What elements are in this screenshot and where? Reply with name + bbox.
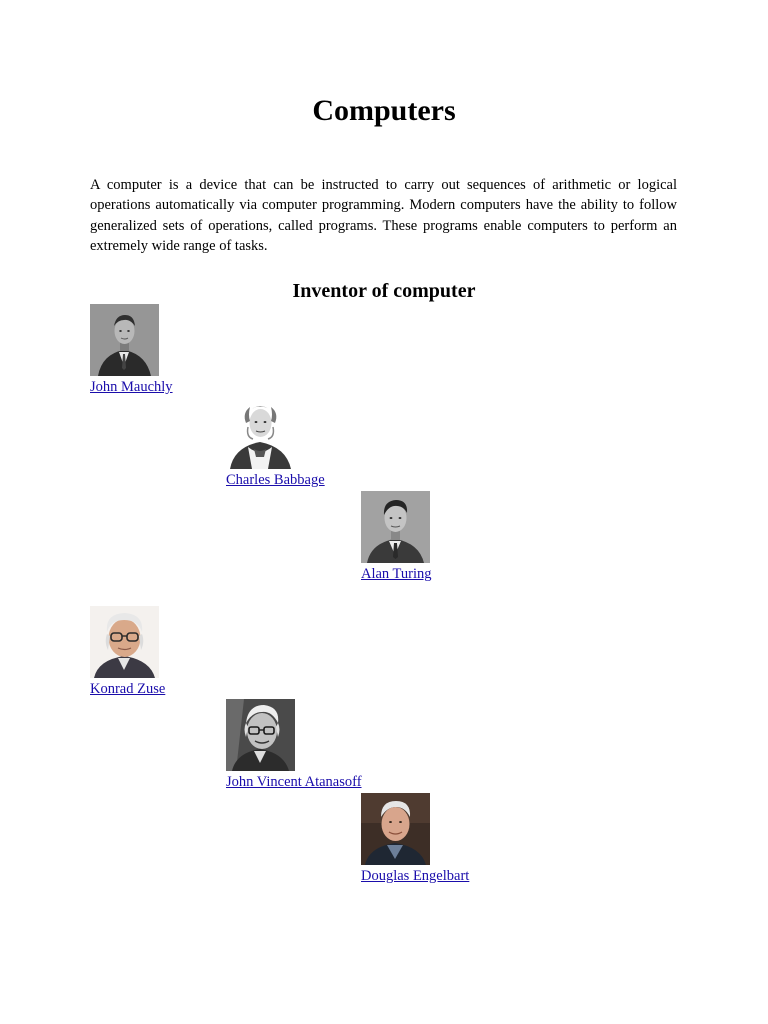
douglas-engelbart-portrait: [361, 793, 430, 865]
inventor-john-mauchly: [90, 304, 173, 396]
inventor-link-charles-babbage[interactable]: Charles Babbage: [226, 472, 325, 488]
alan-turing-portrait: [361, 491, 430, 563]
inventor-douglas-engelbart: [361, 793, 469, 885]
page-title: Computers: [312, 94, 456, 127]
inventor-link-konrad-zuse[interactable]: Konrad Zuse: [90, 681, 166, 697]
john-mauchly-portrait: [90, 304, 159, 376]
konrad-zuse-portrait: [90, 606, 159, 678]
inventor-charles-babbage: [226, 397, 325, 489]
inventor-link-john-mauchly[interactable]: John Mauchly: [90, 379, 173, 395]
inventor-link-john-vincent-atanasoff[interactable]: John Vincent Atanasoff: [226, 774, 362, 790]
inventor-konrad-zuse: [90, 606, 165, 698]
inventor-link-alan-turing[interactable]: Alan Turing: [361, 566, 432, 582]
john-vincent-atanasoff-portrait: [226, 699, 295, 771]
inventor-alan-turing: [361, 491, 432, 583]
inventor-link-douglas-engelbart[interactable]: Douglas Engelbart: [361, 868, 470, 884]
section-title: Inventor of computer: [292, 280, 476, 302]
inventor-john-vincent-atanasoff: [226, 699, 362, 791]
charles-babbage-portrait: [226, 397, 295, 469]
intro-paragraph: A computer is a device that can be instructed to carry out sequences of arithmetic or logical operations automatically via computer programming. Modern computers have the ability to follow generalized sets of operations, called programs. These programs enable computers to perform an extremely wide range of tasks.: [90, 177, 677, 255]
